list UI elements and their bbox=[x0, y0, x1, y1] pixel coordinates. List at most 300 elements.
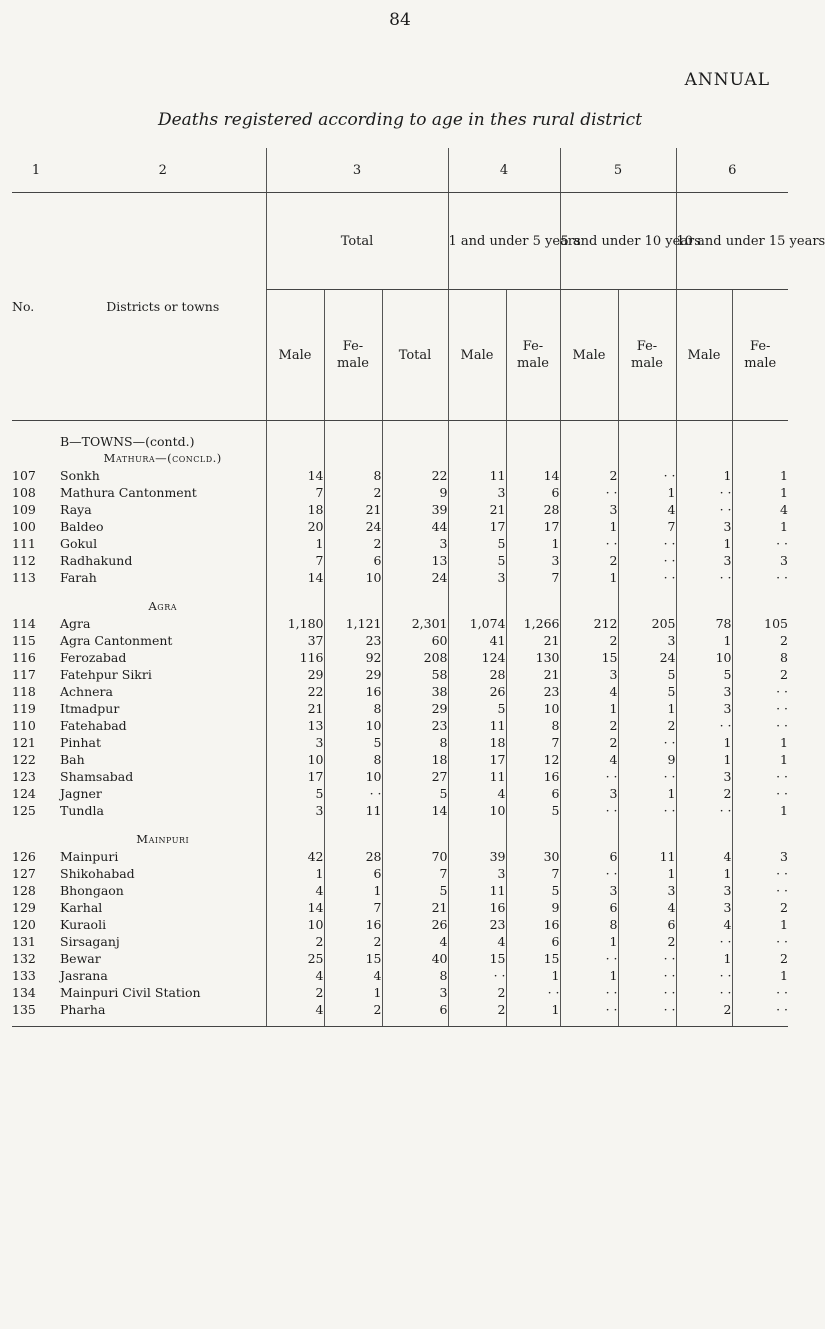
death-count: · · bbox=[506, 984, 560, 1001]
death-count: 60 bbox=[382, 632, 448, 649]
table-row bbox=[12, 518, 788, 535]
death-count: · · bbox=[676, 802, 732, 819]
death-count: 26 bbox=[382, 916, 448, 933]
header-total-total: Total bbox=[382, 290, 448, 421]
death-count: 8 bbox=[382, 734, 448, 751]
death-count: · · bbox=[618, 967, 676, 984]
town-name: Mathura Cantonment bbox=[60, 485, 197, 500]
death-count: 8 bbox=[732, 649, 788, 666]
header-10-15-male: Male bbox=[676, 290, 732, 421]
death-count: 2 bbox=[324, 484, 382, 501]
death-count: 14 bbox=[266, 569, 324, 586]
death-count: 3 bbox=[676, 768, 732, 785]
row-number: 120 bbox=[12, 917, 36, 932]
death-count: 9 bbox=[382, 484, 448, 501]
table-row bbox=[12, 933, 788, 950]
death-count: 1 bbox=[618, 785, 676, 802]
running-header: ANNUAL bbox=[684, 70, 770, 90]
death-count: 1 bbox=[560, 518, 618, 535]
death-count: · · bbox=[732, 569, 788, 586]
death-count: 2 bbox=[324, 535, 382, 552]
death-count: 17 bbox=[266, 768, 324, 785]
row-number: 110 bbox=[12, 718, 36, 733]
header-5-10-female: Fe- male bbox=[618, 290, 676, 421]
row-number: 115 bbox=[12, 633, 36, 648]
town-name: Sirsaganj bbox=[60, 934, 120, 949]
death-count: 37 bbox=[266, 632, 324, 649]
death-count: 116 bbox=[266, 649, 324, 666]
header-age-10-15: 10 and under 15 years bbox=[676, 193, 788, 290]
death-count: 2 bbox=[676, 1001, 732, 1018]
town-name: Jagner bbox=[60, 786, 102, 801]
town-name: Kuraoli bbox=[60, 917, 107, 932]
death-count: 21 bbox=[448, 501, 506, 518]
header-age-5-10: 5 and under 10 years bbox=[560, 193, 676, 290]
death-count: 212 bbox=[560, 615, 618, 632]
death-count: 3 bbox=[560, 882, 618, 899]
death-count: 3 bbox=[676, 552, 732, 569]
death-count: 1 bbox=[506, 535, 560, 552]
death-count: · · bbox=[676, 484, 732, 501]
death-count: 16 bbox=[506, 916, 560, 933]
row-number: 125 bbox=[12, 803, 36, 818]
death-count: 1 bbox=[732, 518, 788, 535]
header-1-5-male: Male bbox=[448, 290, 506, 421]
death-count: · · bbox=[732, 984, 788, 1001]
death-count: 4 bbox=[448, 785, 506, 802]
death-count: 1 bbox=[676, 734, 732, 751]
death-count: 6 bbox=[560, 848, 618, 865]
death-count: 1 bbox=[676, 865, 732, 882]
death-count: 10 bbox=[324, 569, 382, 586]
deaths-table bbox=[12, 148, 825, 1027]
death-count: 17 bbox=[448, 751, 506, 768]
death-count: 3 bbox=[676, 899, 732, 916]
death-count: 28 bbox=[448, 666, 506, 683]
death-count: 22 bbox=[266, 683, 324, 700]
table-row bbox=[12, 535, 788, 552]
table-row bbox=[12, 683, 788, 700]
death-count: 6 bbox=[506, 484, 560, 501]
death-count: · · bbox=[618, 984, 676, 1001]
death-count: 5 bbox=[506, 802, 560, 819]
page-number: 84 bbox=[389, 10, 411, 30]
town-name: Raya bbox=[60, 502, 92, 517]
death-count: 10 bbox=[266, 751, 324, 768]
death-count: 7 bbox=[506, 734, 560, 751]
town-name: Pinhat bbox=[60, 735, 101, 750]
death-count: 26 bbox=[448, 683, 506, 700]
death-count: 1 bbox=[266, 535, 324, 552]
death-count: 16 bbox=[324, 916, 382, 933]
row-number: 109 bbox=[12, 502, 36, 517]
death-count: 4 bbox=[618, 501, 676, 518]
death-count: 14 bbox=[506, 467, 560, 484]
death-count: 2,301 bbox=[382, 615, 448, 632]
death-count: · · bbox=[560, 768, 618, 785]
death-count: 105 bbox=[732, 615, 788, 632]
death-count: 10 bbox=[448, 802, 506, 819]
table-row bbox=[12, 865, 788, 882]
death-count: · · bbox=[618, 768, 676, 785]
death-count: 4 bbox=[324, 967, 382, 984]
header-5-10-male: Male bbox=[560, 290, 618, 421]
death-count: 10 bbox=[266, 916, 324, 933]
death-count: 4 bbox=[618, 899, 676, 916]
death-count: 2 bbox=[266, 933, 324, 950]
table-title: Deaths registered according to age in thes rural district bbox=[157, 110, 643, 130]
death-count: 5 bbox=[448, 535, 506, 552]
death-count: 16 bbox=[506, 768, 560, 785]
town-name: Gokul bbox=[60, 536, 98, 551]
death-count: 8 bbox=[560, 916, 618, 933]
death-count: · · bbox=[732, 785, 788, 802]
death-count: 7 bbox=[324, 899, 382, 916]
death-count: 6 bbox=[382, 1001, 448, 1018]
death-count: · · bbox=[618, 734, 676, 751]
table-row bbox=[12, 916, 788, 933]
death-count: 7 bbox=[266, 552, 324, 569]
town-name: Tundla bbox=[60, 803, 104, 818]
death-count: 1 bbox=[676, 950, 732, 967]
death-count: 3 bbox=[560, 666, 618, 683]
death-count: 1 bbox=[732, 734, 788, 751]
town-name: Baldeo bbox=[60, 519, 104, 534]
death-count: · · bbox=[560, 802, 618, 819]
town-name: Fatehabad bbox=[60, 718, 127, 733]
death-count: 14 bbox=[266, 899, 324, 916]
row-number: 129 bbox=[12, 900, 36, 915]
death-count: 1 bbox=[560, 967, 618, 984]
table-row bbox=[12, 967, 788, 984]
death-count: 4 bbox=[676, 848, 732, 865]
table-row bbox=[12, 615, 788, 632]
death-count: 7 bbox=[266, 484, 324, 501]
death-count: · · bbox=[732, 535, 788, 552]
table-row bbox=[12, 484, 788, 501]
death-count: 3 bbox=[560, 785, 618, 802]
death-count: 8 bbox=[382, 967, 448, 984]
death-count: 9 bbox=[506, 899, 560, 916]
header-total-female: Fe- male bbox=[324, 290, 382, 421]
death-count: 1 bbox=[324, 882, 382, 899]
row-number: 134 bbox=[12, 985, 36, 1000]
death-count: 2 bbox=[732, 899, 788, 916]
death-count: · · bbox=[560, 535, 618, 552]
death-count: 40 bbox=[382, 950, 448, 967]
death-count: 3 bbox=[618, 632, 676, 649]
town-name: Ferozabad bbox=[60, 650, 127, 665]
district-heading: Mainpuri bbox=[136, 832, 190, 846]
death-count: 3 bbox=[448, 865, 506, 882]
death-count: · · bbox=[560, 484, 618, 501]
row-number: 108 bbox=[12, 485, 36, 500]
death-count: · · bbox=[732, 1001, 788, 1018]
death-count: 3 bbox=[732, 848, 788, 865]
death-count: 5 bbox=[618, 666, 676, 683]
death-count: 6 bbox=[560, 899, 618, 916]
death-count: 2 bbox=[448, 1001, 506, 1018]
death-count: 21 bbox=[324, 501, 382, 518]
death-count: 39 bbox=[382, 501, 448, 518]
row-number: 107 bbox=[12, 468, 36, 483]
town-name: Pharha bbox=[60, 1002, 106, 1017]
table-row bbox=[12, 569, 788, 586]
death-count: 4 bbox=[266, 882, 324, 899]
death-count: 8 bbox=[324, 751, 382, 768]
death-count: 1,121 bbox=[324, 615, 382, 632]
death-count: 8 bbox=[506, 717, 560, 734]
death-count: 5 bbox=[382, 882, 448, 899]
death-count: 1 bbox=[560, 933, 618, 950]
death-count: 2 bbox=[560, 552, 618, 569]
death-count: 1 bbox=[732, 484, 788, 501]
death-count: 3 bbox=[676, 683, 732, 700]
row-number: 132 bbox=[12, 951, 36, 966]
death-count: 1 bbox=[266, 865, 324, 882]
row-number: 127 bbox=[12, 866, 36, 881]
death-count: 11 bbox=[448, 717, 506, 734]
colnum-5: 5 bbox=[560, 148, 676, 193]
death-count: · · bbox=[560, 1001, 618, 1018]
death-count: · · bbox=[448, 967, 506, 984]
death-count: 1 bbox=[618, 700, 676, 717]
death-count: 1 bbox=[560, 700, 618, 717]
death-count: 25 bbox=[266, 950, 324, 967]
death-count: 70 bbox=[382, 848, 448, 865]
row-number: 122 bbox=[12, 752, 36, 767]
section-heading: B—TOWNS—(contd.) bbox=[60, 434, 195, 449]
death-count: 8 bbox=[324, 700, 382, 717]
death-count: 28 bbox=[506, 501, 560, 518]
death-count: 2 bbox=[560, 734, 618, 751]
death-count: 14 bbox=[266, 467, 324, 484]
death-count: · · bbox=[732, 717, 788, 734]
death-count: 2 bbox=[676, 785, 732, 802]
table-row bbox=[12, 899, 788, 916]
death-count: 16 bbox=[324, 683, 382, 700]
table-row bbox=[12, 848, 788, 865]
death-count: 8 bbox=[324, 467, 382, 484]
death-count: 2 bbox=[448, 984, 506, 1001]
death-count: 4 bbox=[676, 916, 732, 933]
death-count: 3 bbox=[618, 882, 676, 899]
row-number: 117 bbox=[12, 667, 36, 682]
death-count: · · bbox=[618, 552, 676, 569]
town-name: Sonkh bbox=[60, 468, 100, 483]
death-count: 6 bbox=[324, 865, 382, 882]
death-count: 15 bbox=[448, 950, 506, 967]
death-count: · · bbox=[676, 967, 732, 984]
death-count: 30 bbox=[506, 848, 560, 865]
colnum-1: 1 bbox=[12, 148, 60, 193]
table-row bbox=[12, 717, 788, 734]
death-count: 3 bbox=[676, 882, 732, 899]
row-number: 121 bbox=[12, 735, 36, 750]
colnum-2: 2 bbox=[60, 148, 266, 193]
death-count: · · bbox=[732, 933, 788, 950]
death-count: 10 bbox=[676, 649, 732, 666]
death-count: 23 bbox=[506, 683, 560, 700]
death-count: 3 bbox=[506, 552, 560, 569]
header-10-15-female: Fe- male bbox=[732, 290, 788, 421]
death-count: 29 bbox=[382, 700, 448, 717]
district-heading: Mathura—(concld.) bbox=[103, 451, 222, 465]
death-count: 208 bbox=[382, 649, 448, 666]
town-name: Shikohabad bbox=[60, 866, 135, 881]
death-count: 3 bbox=[448, 569, 506, 586]
death-count: 1 bbox=[506, 1001, 560, 1018]
death-count: 17 bbox=[448, 518, 506, 535]
row-number: 118 bbox=[12, 684, 36, 699]
death-count: 1 bbox=[732, 467, 788, 484]
death-count: 5 bbox=[618, 683, 676, 700]
death-count: 44 bbox=[382, 518, 448, 535]
death-count: 24 bbox=[618, 649, 676, 666]
death-count: 2 bbox=[732, 632, 788, 649]
death-count: 3 bbox=[382, 984, 448, 1001]
town-name: Bah bbox=[60, 752, 85, 767]
town-name: Karhal bbox=[60, 900, 103, 915]
table-row bbox=[12, 785, 788, 802]
death-count: · · bbox=[732, 683, 788, 700]
death-count: 38 bbox=[382, 683, 448, 700]
death-count: 4 bbox=[448, 933, 506, 950]
death-count: 2 bbox=[324, 933, 382, 950]
death-count: 1 bbox=[676, 467, 732, 484]
death-count: 2 bbox=[266, 984, 324, 1001]
table-row bbox=[12, 751, 788, 768]
death-count: · · bbox=[676, 501, 732, 518]
table-row bbox=[12, 501, 788, 518]
town-name: Fatehpur Sikri bbox=[60, 667, 152, 682]
death-count: 16 bbox=[448, 899, 506, 916]
town-name: Agra Cantonment bbox=[60, 633, 173, 648]
row-number: 119 bbox=[12, 701, 36, 716]
colnum-4: 4 bbox=[448, 148, 560, 193]
death-count: 1 bbox=[324, 984, 382, 1001]
death-count: 7 bbox=[382, 865, 448, 882]
table-row bbox=[12, 768, 788, 785]
death-count: 21 bbox=[266, 700, 324, 717]
death-count: 5 bbox=[382, 785, 448, 802]
death-count: · · bbox=[560, 984, 618, 1001]
death-count: 1,266 bbox=[506, 615, 560, 632]
death-count: 3 bbox=[560, 501, 618, 518]
death-count: · · bbox=[732, 700, 788, 717]
death-count: · · bbox=[676, 569, 732, 586]
death-count: 11 bbox=[448, 467, 506, 484]
death-count: · · bbox=[618, 467, 676, 484]
death-count: 3 bbox=[382, 535, 448, 552]
death-count: 11 bbox=[618, 848, 676, 865]
header-districts: Districts or towns bbox=[60, 193, 266, 421]
death-count: 3 bbox=[732, 552, 788, 569]
death-count: 15 bbox=[324, 950, 382, 967]
death-count: 14 bbox=[382, 802, 448, 819]
header-no: No. bbox=[12, 193, 60, 421]
row-number: 128 bbox=[12, 883, 36, 898]
row-number: 123 bbox=[12, 769, 36, 784]
death-count: 10 bbox=[324, 717, 382, 734]
death-count: 13 bbox=[266, 717, 324, 734]
death-count: · · bbox=[560, 950, 618, 967]
death-count: · · bbox=[732, 768, 788, 785]
header-age-1-5: 1 and under 5 years bbox=[448, 193, 560, 290]
death-count: 18 bbox=[382, 751, 448, 768]
row-number: 124 bbox=[12, 786, 36, 801]
death-count: 24 bbox=[382, 569, 448, 586]
death-count: 1 bbox=[732, 802, 788, 819]
death-count: 1 bbox=[676, 751, 732, 768]
death-count: 92 bbox=[324, 649, 382, 666]
death-count: 4 bbox=[560, 751, 618, 768]
death-count: 11 bbox=[448, 882, 506, 899]
death-count: 3 bbox=[676, 700, 732, 717]
row-number: 126 bbox=[12, 849, 36, 864]
table-row bbox=[12, 649, 788, 666]
table-row bbox=[12, 734, 788, 751]
town-name: Mainpuri bbox=[60, 849, 119, 864]
death-count: 17 bbox=[506, 518, 560, 535]
death-count: 3 bbox=[448, 484, 506, 501]
death-count: 1,074 bbox=[448, 615, 506, 632]
death-count: 9 bbox=[618, 751, 676, 768]
death-count: 1 bbox=[676, 632, 732, 649]
death-count: 7 bbox=[618, 518, 676, 535]
death-count: 41 bbox=[448, 632, 506, 649]
death-count: 6 bbox=[324, 552, 382, 569]
death-count: 2 bbox=[732, 666, 788, 683]
death-count: 1 bbox=[732, 751, 788, 768]
row-number: 135 bbox=[12, 1002, 36, 1017]
row-number: 113 bbox=[12, 570, 36, 585]
death-count: 5 bbox=[266, 785, 324, 802]
death-count: · · bbox=[618, 802, 676, 819]
death-count: · · bbox=[618, 535, 676, 552]
death-count: 10 bbox=[324, 768, 382, 785]
death-count: 39 bbox=[448, 848, 506, 865]
death-count: 78 bbox=[676, 615, 732, 632]
table-row bbox=[12, 984, 788, 1001]
death-count: 23 bbox=[382, 717, 448, 734]
death-count: 21 bbox=[506, 632, 560, 649]
death-count: 21 bbox=[506, 666, 560, 683]
death-count: 42 bbox=[266, 848, 324, 865]
death-count: 3 bbox=[266, 734, 324, 751]
death-count: 11 bbox=[448, 768, 506, 785]
row-number: 111 bbox=[12, 536, 36, 551]
death-count: 24 bbox=[324, 518, 382, 535]
death-count: 28 bbox=[324, 848, 382, 865]
row-number: 133 bbox=[12, 968, 36, 983]
town-name: Achnera bbox=[60, 684, 113, 699]
death-count: 27 bbox=[382, 768, 448, 785]
death-count: 5 bbox=[448, 552, 506, 569]
death-count: 23 bbox=[448, 916, 506, 933]
death-count: 58 bbox=[382, 666, 448, 683]
death-count: · · bbox=[676, 717, 732, 734]
death-count: 2 bbox=[618, 933, 676, 950]
table-row bbox=[12, 552, 788, 569]
death-count: 1 bbox=[560, 569, 618, 586]
death-count: · · bbox=[324, 785, 382, 802]
table-row bbox=[12, 700, 788, 717]
table-row bbox=[12, 632, 788, 649]
death-count: 6 bbox=[618, 916, 676, 933]
death-count: 7 bbox=[506, 865, 560, 882]
death-count: 205 bbox=[618, 615, 676, 632]
